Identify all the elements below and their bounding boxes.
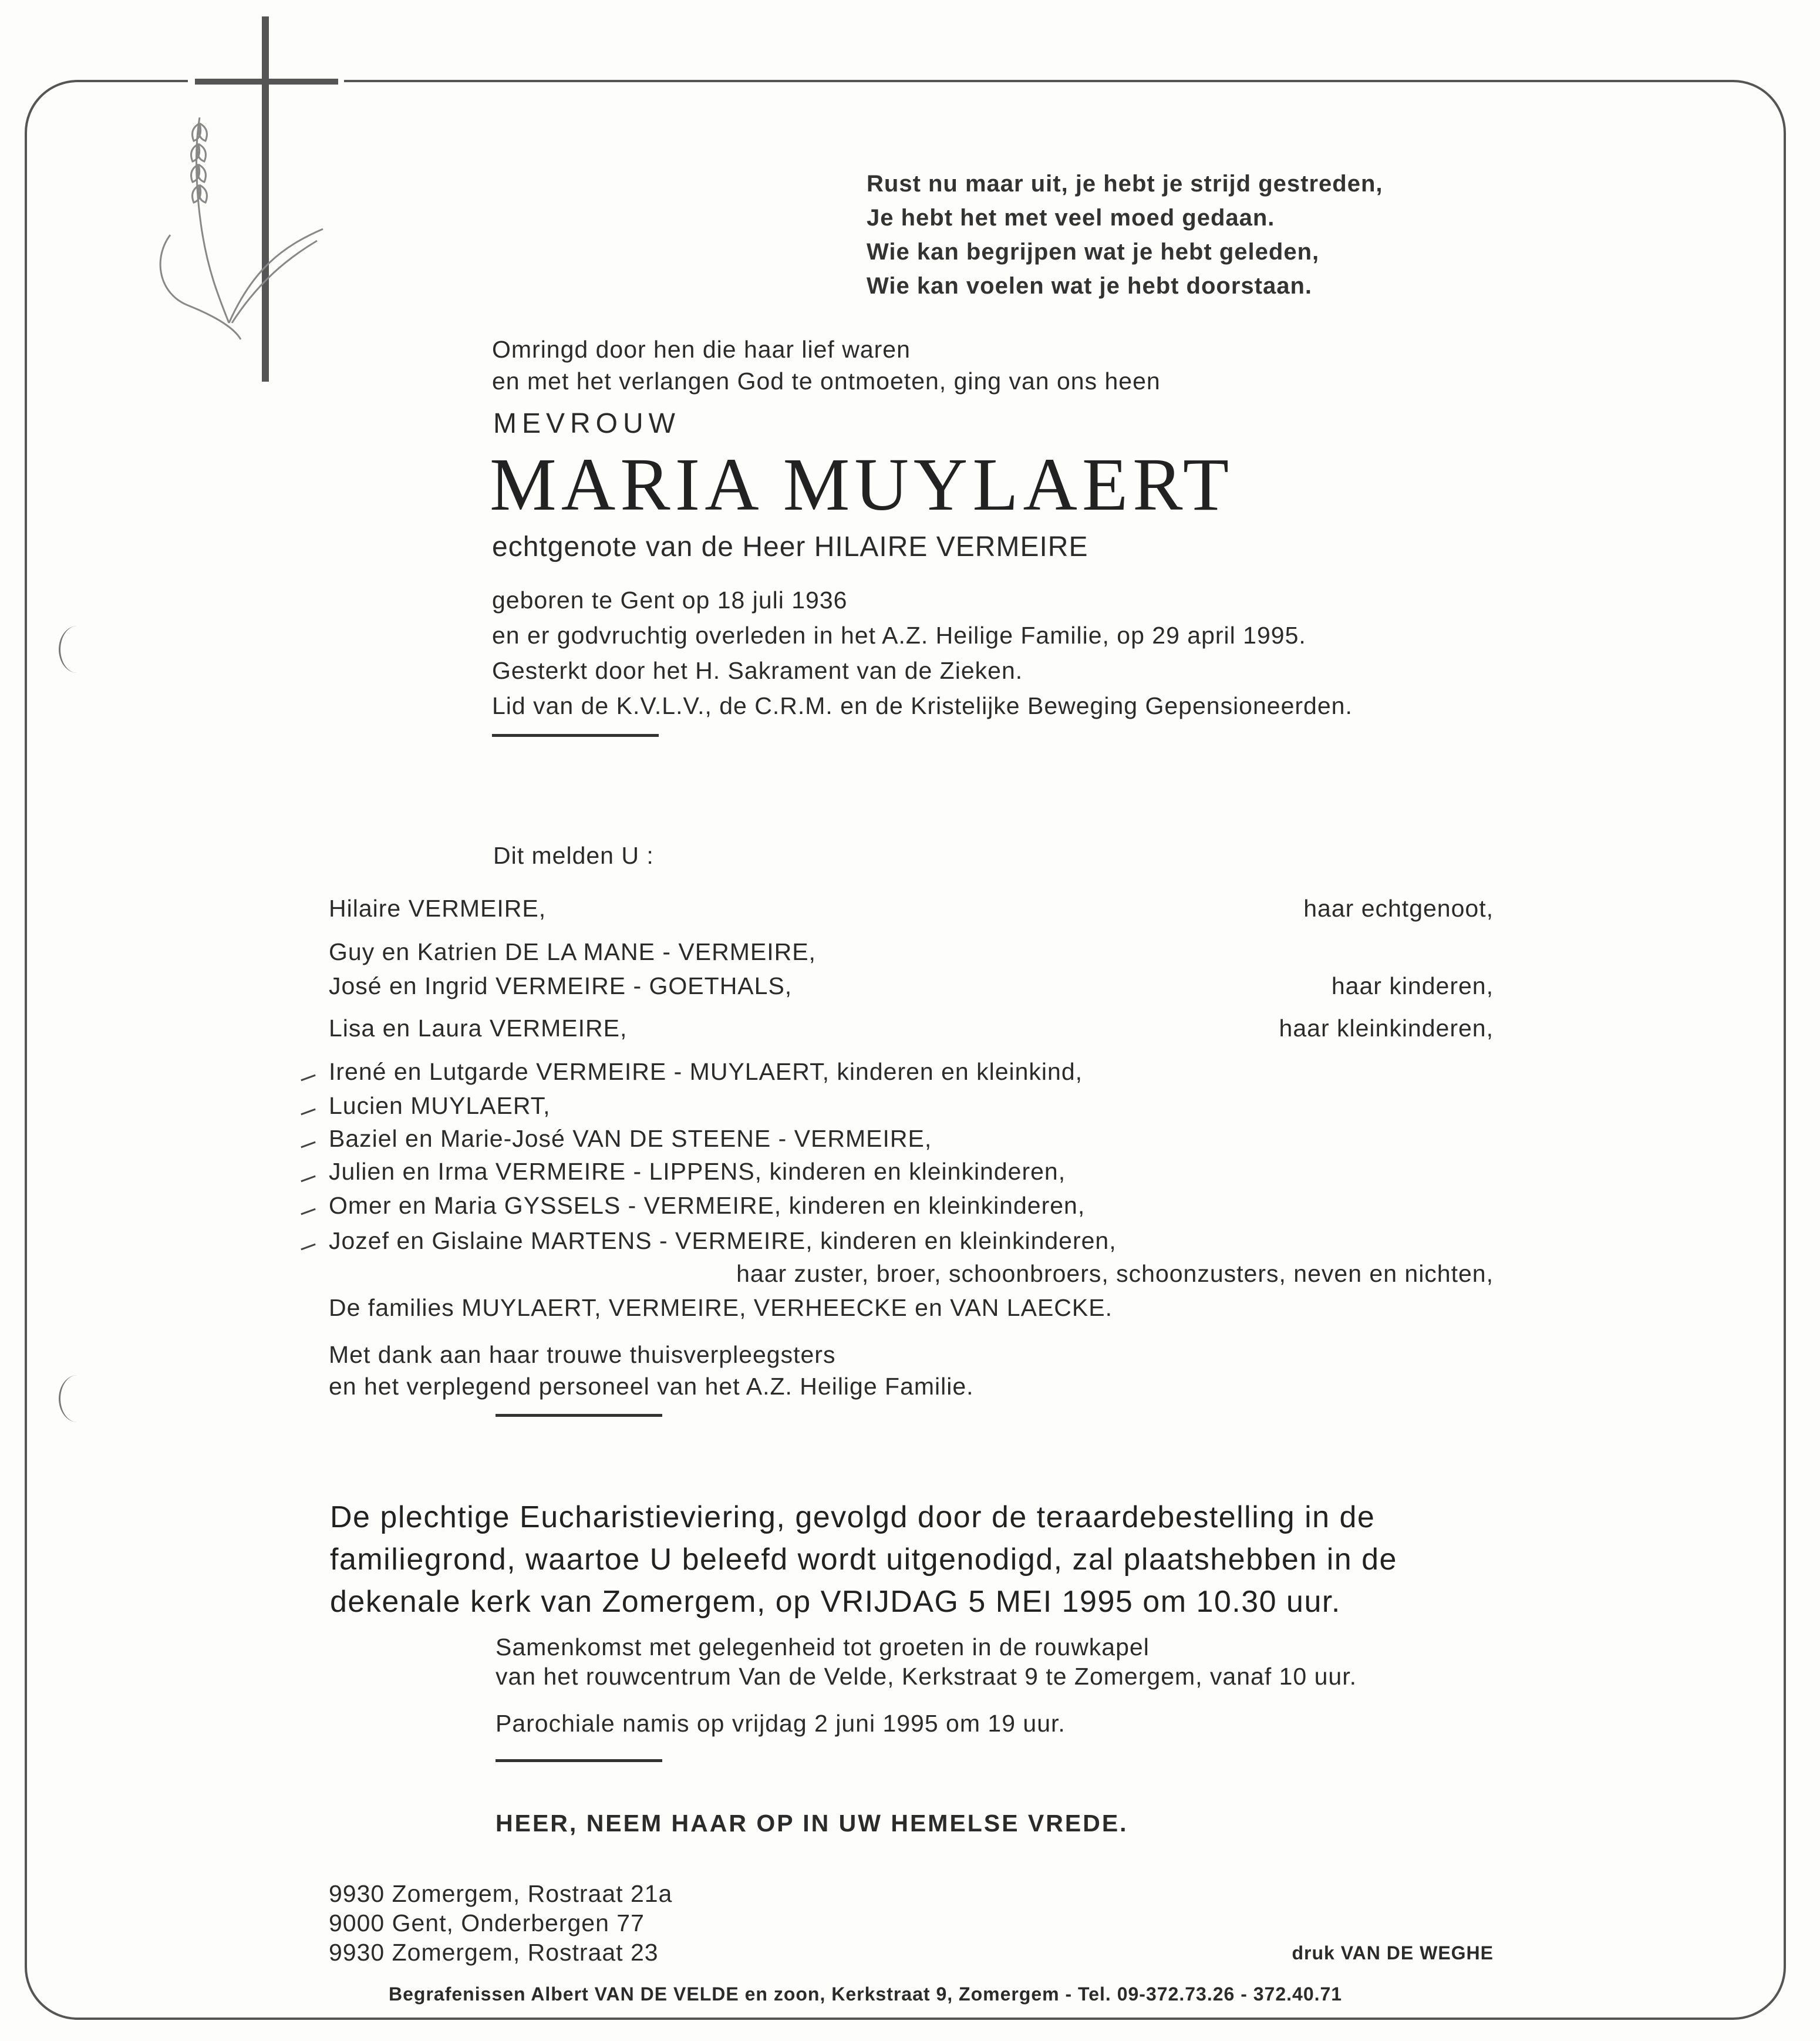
punch-hole [59,1375,96,1422]
gathering-line: Samenkomst met gelegenheid tot groeten in de rouwkapel [496,1634,1150,1661]
poem [867,167,1383,303]
family-addresses [329,1879,672,1967]
service-line: familiegrond, waartoe U beleefd wordt uitgenodigd, zal plaatshebben in de [330,1542,1397,1577]
detail-line: geboren te Gent op 18 juli 1936 [492,587,848,614]
detail-line: Gesterkt door het H. Sakrament van de Zieken. [492,657,1023,684]
deceased-name: MARIA MUYLAERT [490,443,1233,526]
address-line: 9930 Zomergem, Rostraat 23 [329,1939,659,1966]
family-relation: haar kleinkinderen, [1279,1015,1494,1042]
gathering-text [496,1632,1357,1691]
detail-line: en er godvruchtig overleden in het A.Z. Heilige Familie, op 29 april 1995. [492,622,1306,649]
detail-line: Lid van de K.V.L.V., de C.R.M. en de Kristelijke Beweging Gepensioneerden. [492,692,1353,719]
family-relation: haar kinderen, [1331,972,1494,999]
intro-line: en met het verlangen God te ontmoeten, ging van ons heen [492,368,1161,395]
family-line: Baziel en Marie-José VAN DE STEENE - VERMEIRE, [329,1125,932,1152]
divider [492,734,659,737]
life-details [492,582,1353,723]
family-relation: haar echtgenoot, [1303,895,1494,922]
divider [496,1414,662,1417]
announcement-heading: Dit melden U : [493,842,654,869]
printer-credit: druk VAN DE WEGHE [1292,1942,1494,1963]
service-line: dekenale kerk van Zomergem, op VRIJDAG 5 MEI 1995 om 10.30 uur. [330,1585,1341,1619]
honorific: MEVROUW [493,408,680,439]
wheat-ear-icon [153,117,329,341]
family-line: Guy en Katrien DE LA MANE - VERMEIRE, [329,938,816,965]
family-line: José en Ingrid VERMEIRE - GOETHALS, [329,972,793,999]
poem-line: Wie kan begrijpen wat je hebt geleden, [867,239,1320,265]
gathering-line: van het rouwcentrum Van de Velde, Kerkstraat 9 te Zomergem, vanaf 10 uur. [496,1663,1357,1690]
spouse-line: echtgenote van de Heer HILAIRE VERMEIRE [492,531,1088,563]
cross-bar-icon [195,79,338,85]
poem-line: Je hebt het met veel moed gedaan. [867,205,1275,231]
poem-line: Wie kan voelen wat je hebt doorstaan. [867,273,1313,299]
family-line: Omer en Maria GYSSELS - VERMEIRE, kinderen en kleinkinderen, [329,1192,1086,1219]
service-line: De plechtige Eucharistieviering, gevolgd door de teraardebestelling in de [330,1500,1376,1534]
divider [496,1759,662,1762]
family-line: Hilaire VERMEIRE, [329,895,547,922]
address-line: 9000 Gent, Onderbergen 77 [329,1909,645,1936]
family-line: Irené en Lutgarde VERMEIRE - MUYLAERT, kinderen en kleinkind, [329,1058,1083,1085]
address-line: 9930 Zomergem, Rostraat 21a [329,1880,673,1907]
family-line: Jozef en Gislaine MARTENS - VERMEIRE, kinderen en kleinkinderen, [329,1227,1117,1254]
punch-hole [59,626,96,673]
undertaker-credit: Begrafenissen Albert VAN DE VELDE en zoon, Kerkstraat 9, Zomergem - Tel. 09-372.73.26 - 372.40.71 [389,1983,1343,2005]
family-line: Julien en Irma VERMEIRE - LIPPENS, kinderen en kleinkinderen, [329,1158,1066,1185]
family-relation: haar zuster, broer, schoonbroers, schoonzusters, neven en nichten, [736,1260,1494,1287]
family-line: Lucien MUYLAERT, [329,1092,551,1119]
parish-mass-text: Parochiale namis op vrijdag 2 juni 1995 om 19 uur. [496,1710,1066,1737]
service-announcement [330,1496,1397,1623]
family-line: De families MUYLAERT, VERMEIRE, VERHEECKE en VAN LAECKE. [329,1294,1113,1321]
closing-prayer: HEER, NEEM HAAR OP IN UW HEMELSE VREDE. [496,1810,1128,1837]
thanks-text [329,1339,974,1402]
intro-text [492,334,1161,397]
intro-line: Omringd door hen die haar lief waren [492,336,911,363]
poem-line: Rust nu maar uit, je hebt je strijd gestreden, [867,171,1383,197]
thanks-line: en het verplegend personeel van het A.Z. Heilige Familie. [329,1373,974,1400]
thanks-line: Met dank aan haar trouwe thuisverpleegsters [329,1341,836,1368]
family-line: Lisa en Laura VERMEIRE, [329,1015,628,1042]
